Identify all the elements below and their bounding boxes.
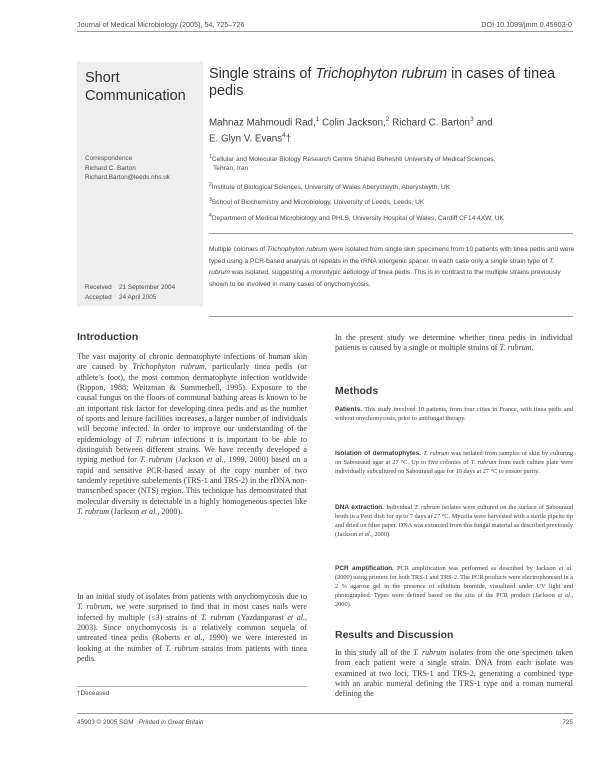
accepted-date: 24 April 2005 bbox=[119, 294, 157, 301]
correspondence-label: Correspondence bbox=[85, 155, 133, 162]
intro-paragraph-1: The vast majority of chronic dermatophyte infections of human skin are caused by Trichophyton rubrum, particularly tinea pedis (or athlete’s foot), the most common dermatophyte infection worldwide (Rippon, 1988; Weitzman & Summerbell, 1995). Exposure to the causal fungus on the floors of communal bathing areas is known to be an important risk factor for developing tinea pedis and as the number of sports and leisure facilities increases, a larger number of individuals will become infected. In order to improve our understanding of the epidemiology of T. rubrum infections it is important to be able to distinguish between different strains. We have recently developed a typing method for T. rubrum (Jackson et al., 1999, 2000) based on a rapid and sensitive PCR-based assay of the copy number of two tandemly repetitive subelements (TRS-1 and TRS-2) in the rDNA non-transcribed spacer (NTS) region. This technique has demonstrated that molecular diversity is detectable in a highly homogeneous species like T. rubrum (Jackson et al., 2000). bbox=[77, 352, 308, 517]
accepted-label: Accepted bbox=[85, 294, 112, 301]
methods-heading: Methods bbox=[335, 385, 379, 397]
page-number: 725 bbox=[562, 719, 573, 726]
methods-isolation: Isolation of dermatophytes. T. rubrum was isolated from samples of skin by culturing on Sabouraud agar at 27 °C. Up to five colonies of T. rubrum from each culture plate were individually subcultured on Sabouraud agar for 10 days at 27 °C to ensure purity. bbox=[335, 450, 574, 475]
intro-paragraph-3: In the present study we determine whether tinea pedis in individual patients is caused by a single or multiple strains of T. rubrum. bbox=[335, 333, 573, 353]
abstract-bottom-rule bbox=[209, 316, 573, 317]
results-paragraph: In this study all of the T. rubrum isolates from the one specimen taken from each patient were a single strain. DNA from each isolate was examined at two loci, TRS-1 and TRS-2, generating a combined type with an arabic numeral defining the TRS-1 type and a roman numeral defining the bbox=[335, 648, 573, 699]
methods-pcr: PCR amplification. PCR amplification was performed as described by Jackson et al. (2000) using primers for both TRS-1 and TRS-2. The PCR products were electrophoresed in a 2 % agarose gel in the presence of ethidium bromide, visualized under UV light and photographed. Types were defined based on the size of the PCR product (Jackson et al., 2000). bbox=[335, 565, 573, 608]
affiliation-2: $^2$Institute of Biological Sciences, University of Wales Aberystwyth, Aberystwyth, UK bbox=[209, 182, 451, 192]
methods-dna-extraction: DNA extraction. Individual T. rubrum isolates were cultured on the surface of Sabouraud broth in a Petri dish for up to 7 days at 27 °C. Mycelia were harvested with a sterile pipette tip and dried on filter paper. DNA was extracted from this fungal material as described previously (Jackson et al., 2000). bbox=[335, 504, 573, 538]
affiliation-3: $^3$School of Biochemistry and Microbiology, University of Leeds, Leeds, UK bbox=[209, 197, 425, 207]
correspondence-email[interactable]: Richard.Barton@leeds.nhs.uk bbox=[85, 174, 170, 181]
footer-left: 45903 © 2005 SGM Printed in Great Britain bbox=[77, 719, 204, 726]
correspondence-block bbox=[85, 154, 170, 183]
affiliation-1: $^1$Cellular and Molecular Biology Research Centre Shahid Beheshti University of Medical Sciences, Tehran, Iran bbox=[209, 154, 496, 172]
footnote: †Deceased bbox=[77, 690, 110, 697]
running-header-doi: DOI 10.1099/jmm.0.45903-0 bbox=[481, 20, 572, 29]
footer-rule bbox=[77, 713, 573, 714]
dates-block bbox=[85, 283, 175, 303]
received-date: 21 September 2004 bbox=[119, 284, 176, 291]
results-heading: Results and Discussion bbox=[335, 629, 454, 641]
footnote-rule bbox=[77, 686, 307, 687]
intro-paragraph-2: In an initial study of isolates from patients with onychomycosis due to T. rubrum, we were surprised to find that in most cases nails were infected by multiple (≤3) strains of T. rubrum (Yazdanparast et al., 2003). Since onychomycosis is a relatively common sequela of untreated tinea pedis (Roberts et al., 1990) we were interested in looking at the number of T. rubrum strains from patients with tinea pedis. bbox=[77, 592, 308, 664]
article-title: Single strains of Trichophyton rubrum in cases of tinea pedis bbox=[209, 66, 556, 99]
article-type-label: Short Communication bbox=[85, 70, 186, 104]
abstract: Multiple colonies of Trichophyton rubrum were isolated from single skin specimens from 10 patients with tinea pedis and were typed using a PCR-based analysis of repeats in the rRNA intergenic spacer. In each case only a single strain type of T. rubrum was isolated, suggesting a monotypic aetiology of tinea pedis. This is in contrast to the multiple strains previously shown to be involved in many cases of onychomycosis. bbox=[209, 246, 575, 288]
running-header-journal: Journal of Medical Microbiology (2005), 54, 725–726 bbox=[77, 20, 245, 29]
methods-patients: Patients. This study involved 10 patients, from four cities in France, with tinea pedis and without onychomycosis, prior to antifungal therapy. bbox=[335, 406, 573, 422]
introduction-heading: Introduction bbox=[77, 331, 139, 343]
author-list: Mahnaz Mahmoudi Rad,$^1$ Colin Jackson,$^2$ Richard C. Barton$^3$ and E. Glyn V. Evans$^4$† bbox=[209, 116, 493, 145]
header-rule bbox=[77, 31, 573, 32]
correspondence-name: Richard C. Barton bbox=[85, 164, 136, 172]
affiliation-4: $^4$Department of Medical Microbiology and PHLS, University Hospital of Wales, Cardiff CF14 4XW, UK bbox=[209, 213, 504, 223]
abstract-top-rule bbox=[209, 233, 573, 234]
received-label: Received bbox=[85, 284, 112, 291]
